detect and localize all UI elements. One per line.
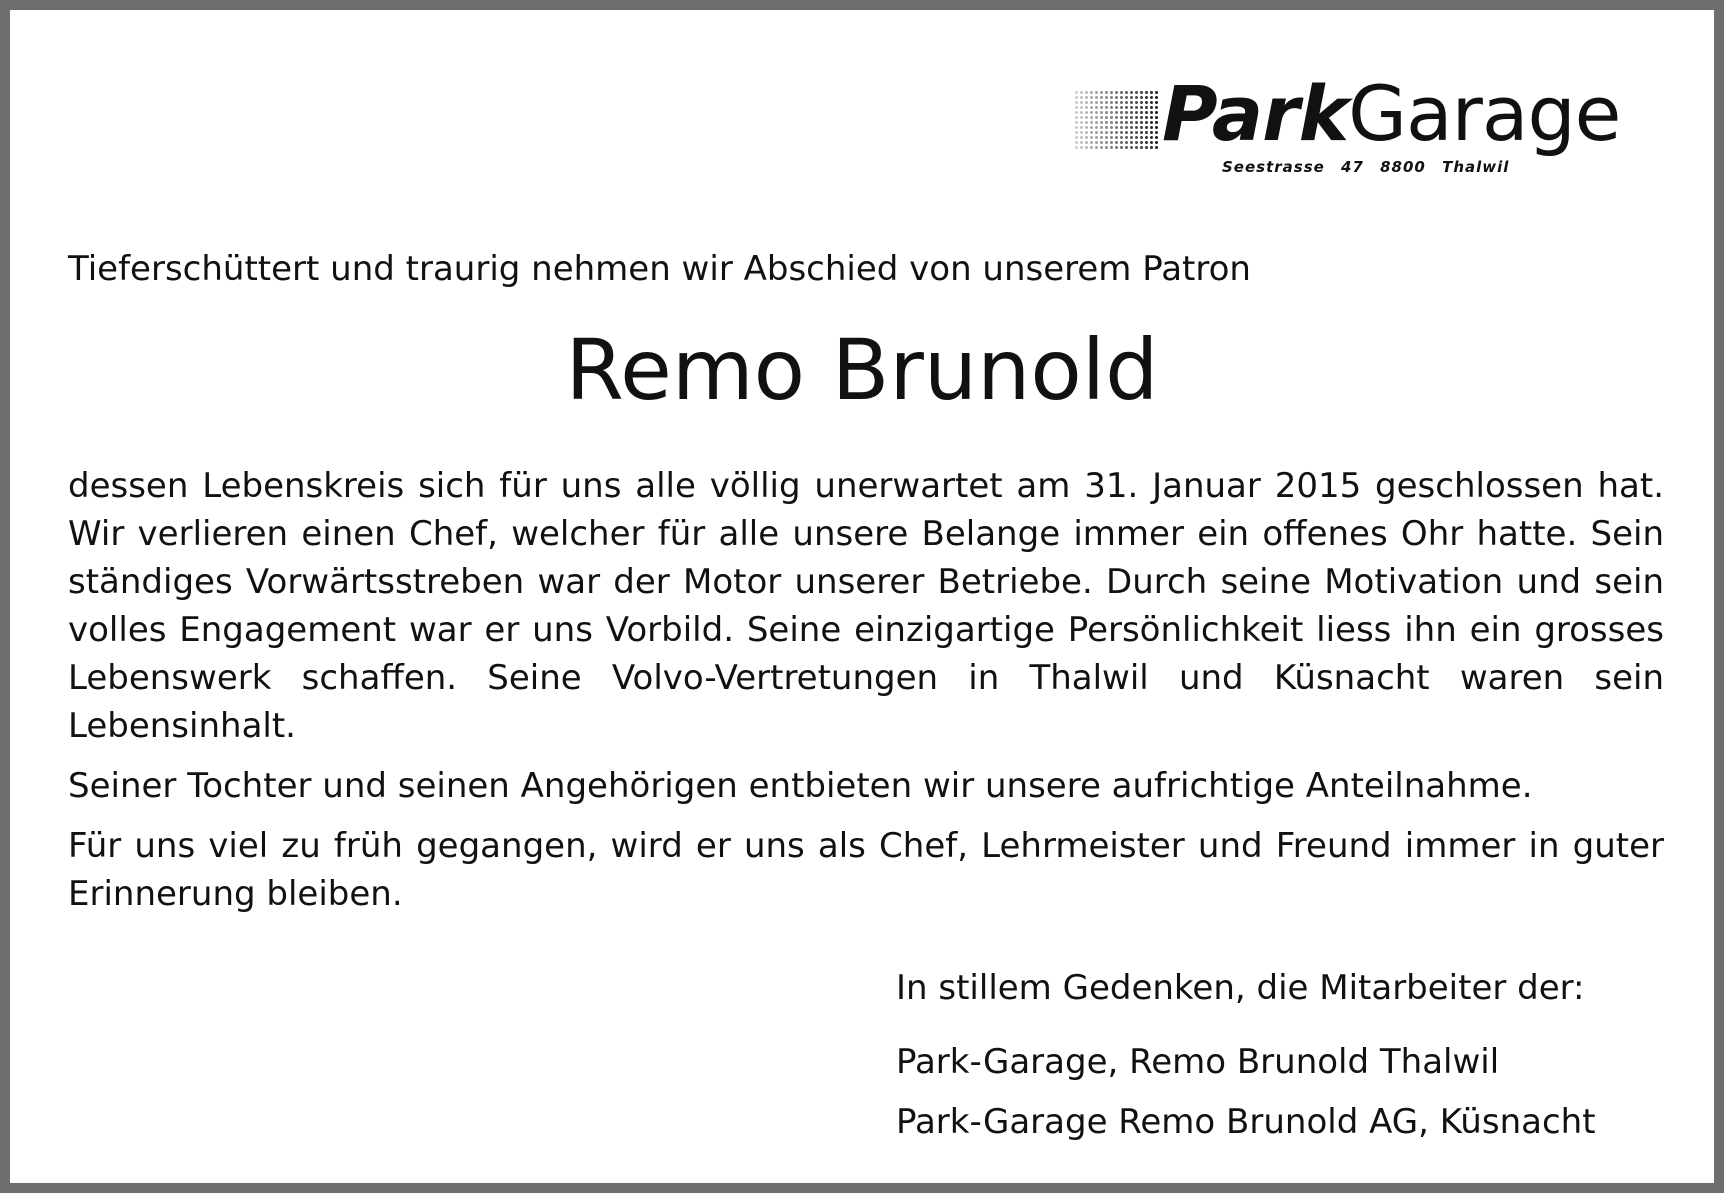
paragraph-condolence: Seiner Tochter und seinen Angehörigen entbieten wir unsere aufrichtige Anteilnahme. bbox=[68, 766, 1533, 806]
notice-body bbox=[68, 462, 1664, 930]
dot-pattern-icon bbox=[1074, 90, 1158, 150]
obituary-notice bbox=[10, 10, 1714, 1183]
signatory-thalwil: Park-Garage, Remo Brunold Thalwil bbox=[896, 1042, 1500, 1082]
signatories bbox=[896, 1032, 1596, 1152]
logo-word-garage: Garage bbox=[1348, 69, 1621, 158]
signatory-kuesnacht: Park-Garage Remo Brunold AG, Küsnacht bbox=[896, 1102, 1596, 1142]
closing-line: In stillem Gedenken, die Mitarbeiter der: bbox=[896, 968, 1585, 1008]
logo-word-park: Park bbox=[1162, 69, 1349, 158]
deceased-name: Remo Brunold bbox=[565, 321, 1159, 419]
paragraph-remembrance: Für uns viel zu früh gegangen, wird er uns als Chef, Lehrmeister und Freund immer in guter Erinnerung bleiben. bbox=[68, 826, 1664, 914]
intro-line: Tieferschüttert und traurig nehmen wir Abschied von unserem Patron bbox=[68, 249, 1251, 289]
logo-address: Seestrasse 47 8800 Thalwil bbox=[1222, 158, 1510, 176]
logo-wordmark bbox=[1162, 66, 1620, 162]
paragraph-tribute: dessen Lebenskreis sich für uns alle völlig unerwartet am 31. Januar 2015 geschlossen hat. Wir verlieren einen Chef, welcher für alle unsere Belange immer ein offenes Ohr hatte. Sein ständiges Vorwärtsstreben war der Motor unserer Betriebe. Durch seine Motivation und sein volles Engagement war er uns Vorbild. Seine einzigartige Persönlichkeit liess ihn ein grosses Lebenswerk schaffen. Seine Volvo-Vertretungen in Thalwil und Küsnacht waren sein Lebensinhalt. bbox=[68, 466, 1664, 746]
park-garage-logo bbox=[1074, 66, 1674, 186]
